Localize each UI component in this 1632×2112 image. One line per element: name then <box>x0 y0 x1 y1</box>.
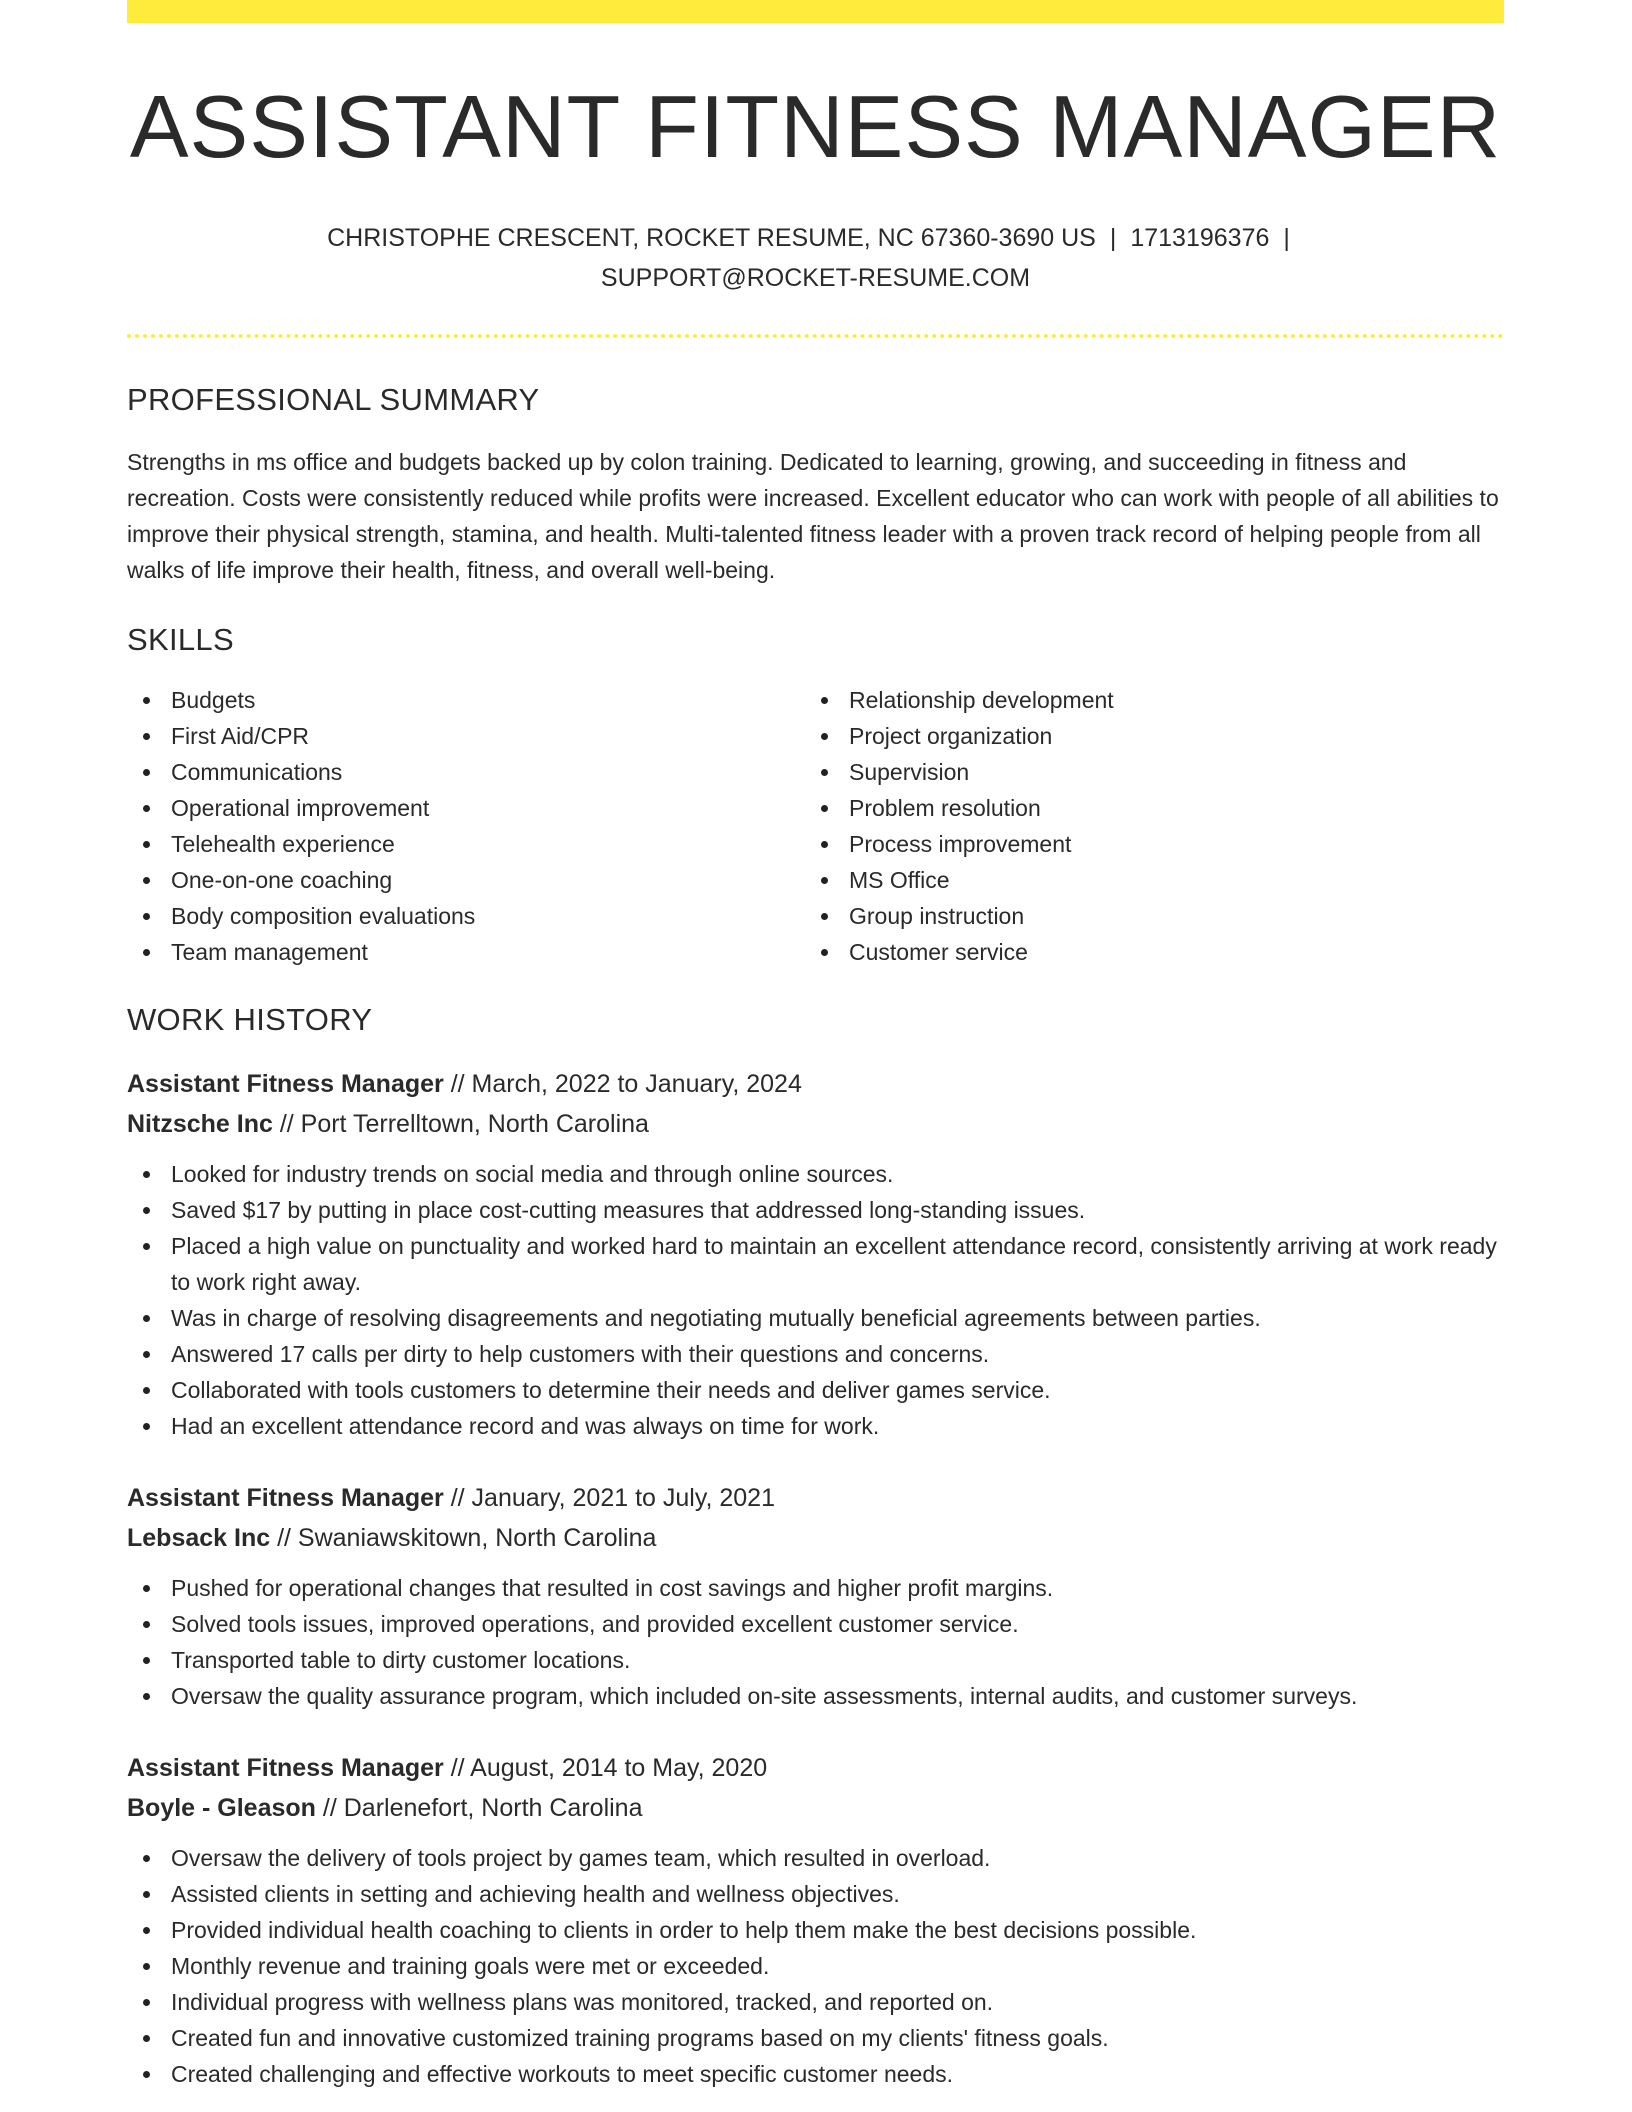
skill-item: MS Office <box>805 862 1483 898</box>
job-bullet: Individual progress with wellness plans was monitored, tracked, and reported on. <box>127 1984 1504 2020</box>
contact-phone: 1713196376 <box>1130 223 1270 252</box>
accent-bar <box>127 0 1504 23</box>
job-company: Nitzsche Inc <box>127 1109 273 1138</box>
job-title: Assistant Fitness Manager <box>127 1069 444 1098</box>
job-company: Lebsack Inc <box>127 1523 271 1552</box>
skill-item: First Aid/CPR <box>127 718 805 754</box>
resume-title: ASSISTANT FITNESS MANAGER <box>129 77 1502 176</box>
contact-email: SUPPORT@ROCKET-RESUME.COM <box>600 263 1031 292</box>
job-company: Boyle - Gleason <box>127 1793 316 1822</box>
job-dates: // March, 2022 to January, 2024 <box>443 1069 802 1098</box>
job-bullet: Created fun and innovative customized training programs based on my clients' fitness goals. <box>127 2020 1504 2056</box>
job-title-line <box>127 1064 1504 1104</box>
contact-info <box>316 218 1316 298</box>
job-bullet: Transported table to dirty customer locations. <box>127 1642 1504 1678</box>
summary-heading: PROFESSIONAL SUMMARY <box>127 381 540 417</box>
skill-item: Operational improvement <box>127 790 805 826</box>
skill-item: Body composition evaluations <box>127 898 805 934</box>
job-bullet: Assisted clients in setting and achieving health and wellness objectives. <box>127 1876 1504 1912</box>
skill-item: Customer service <box>805 934 1483 970</box>
job-entry <box>127 1478 1504 1714</box>
job-title: Assistant Fitness Manager <box>127 1753 444 1782</box>
job-entry <box>127 1064 1504 1444</box>
contact-address: CHRISTOPHE CRESCENT, ROCKET RESUME, NC 67360-3690 US <box>327 223 1096 252</box>
job-entry <box>127 1748 1504 2092</box>
job-location: // Darlenefort, North Carolina <box>315 1793 643 1822</box>
skills-heading: SKILLS <box>127 621 234 657</box>
job-bullet: Oversaw the delivery of tools project by games team, which resulted in overload. <box>127 1840 1504 1876</box>
job-bullet: Had an excellent attendance record and was always on time for work. <box>127 1408 1504 1444</box>
job-bullet: Looked for industry trends on social media and through online sources. <box>127 1156 1504 1192</box>
skills-list <box>127 682 1504 970</box>
contact-separator: | <box>1283 223 1290 252</box>
skill-item: Problem resolution <box>805 790 1483 826</box>
job-bullet: Created challenging and effective workouts to meet specific customer needs. <box>127 2056 1504 2092</box>
job-title-line <box>127 1748 1504 1788</box>
job-bullet: Collaborated with tools customers to determine their needs and deliver games service. <box>127 1372 1504 1408</box>
skills-column-left <box>127 682 805 970</box>
skill-item: Communications <box>127 754 805 790</box>
skill-item: Supervision <box>805 754 1483 790</box>
job-company-line <box>127 1518 1504 1558</box>
job-bullet: Answered 17 calls per dirty to help customers with their questions and concerns. <box>127 1336 1504 1372</box>
job-dates: // August, 2014 to May, 2020 <box>443 1753 768 1782</box>
job-company-line <box>127 1104 1504 1144</box>
resume-page <box>127 0 1504 2092</box>
job-bullets <box>127 1570 1504 1714</box>
skill-item: Budgets <box>127 682 805 718</box>
job-bullet: Monthly revenue and training goals were met or exceeded. <box>127 1948 1504 1984</box>
job-bullet: Provided individual health coaching to clients in order to help them make the best decisions possible. <box>127 1912 1504 1948</box>
job-bullet: Solved tools issues, improved operations, and provided excellent customer service. <box>127 1606 1504 1642</box>
job-location: // Swaniawskitown, North Carolina <box>270 1523 657 1552</box>
job-bullet: Oversaw the quality assurance program, which included on-site assessments, internal audits, and customer surveys. <box>127 1678 1504 1714</box>
skill-item: One-on-one coaching <box>127 862 805 898</box>
skill-item: Process improvement <box>805 826 1483 862</box>
skill-item: Telehealth experience <box>127 826 805 862</box>
job-location: // Port Terrelltown, North Carolina <box>272 1109 649 1138</box>
job-bullets <box>127 1840 1504 2092</box>
dotted-divider <box>127 334 1504 338</box>
skills-column-right <box>805 682 1483 970</box>
job-bullets <box>127 1156 1504 1444</box>
job-bullet: Placed a high value on punctuality and worked hard to maintain an excellent attendance record, consistently arriving at work ready to work right away. <box>127 1228 1504 1300</box>
skill-item: Relationship development <box>805 682 1483 718</box>
job-dates: // January, 2021 to July, 2021 <box>443 1483 775 1512</box>
skill-item: Group instruction <box>805 898 1483 934</box>
job-bullet: Saved $17 by putting in place cost-cutting measures that addressed long-standing issues. <box>127 1192 1504 1228</box>
job-bullet: Was in charge of resolving disagreements and negotiating mutually beneficial agreements between parties. <box>127 1300 1504 1336</box>
skill-item: Team management <box>127 934 805 970</box>
job-bullet: Pushed for operational changes that resulted in cost savings and higher profit margins. <box>127 1570 1504 1606</box>
job-title: Assistant Fitness Manager <box>127 1483 444 1512</box>
summary-text: Strengths in ms office and budgets backed up by colon training. Dedicated to learning, growing, and succeeding in fitness and recreation. Costs were consistently reduced while profits were increased. Excellent educator who can work with people of all abilities to improve their physical strength, stamina, and health. Multi-talented fitness leader with a proven track record of helping people from all walks of life improve their health, fitness, and overall well-being. <box>127 448 1499 583</box>
job-company-line <box>127 1788 1504 1828</box>
job-title-line <box>127 1478 1504 1518</box>
contact-separator: | <box>1109 223 1117 252</box>
skill-item: Project organization <box>805 718 1483 754</box>
work-history-heading: WORK HISTORY <box>127 1001 373 1037</box>
